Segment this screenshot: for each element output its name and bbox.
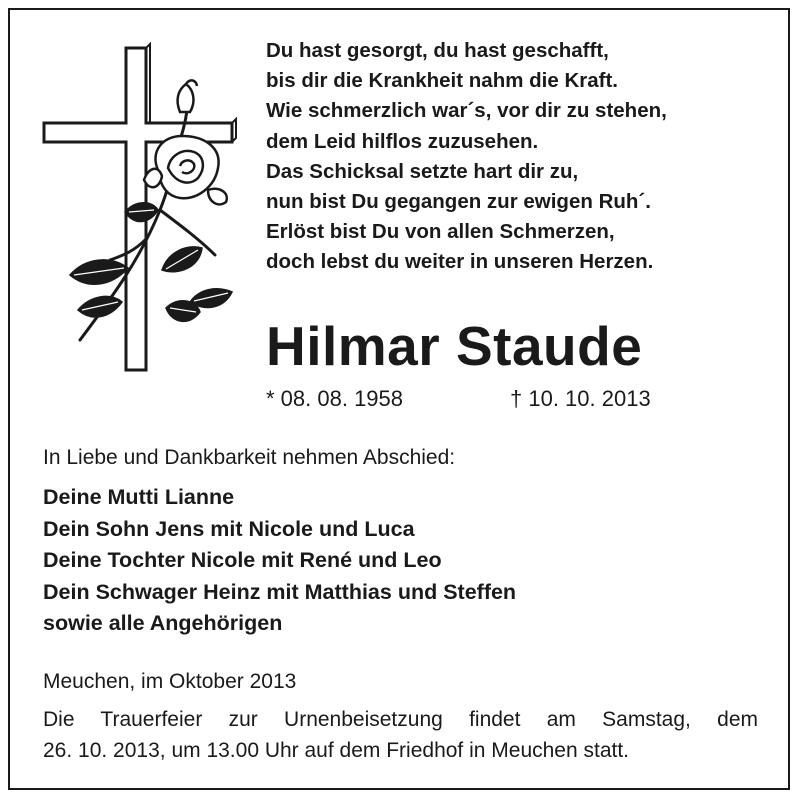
funeral-notice-line: Die Trauerfeier zur Urnenbeisetzung findet am Samstag, dem <box>43 708 758 731</box>
mourner-line: Dein Schwager Heinz mit Matthias und Steffen <box>43 579 517 604</box>
poem-line: Wie schmerzlich war´s, vor dir zu stehen, <box>266 99 667 123</box>
death-date: † 10. 10. 2013 <box>510 386 651 411</box>
poem-line: dem Leid hilflos zuzusehen. <box>266 129 539 153</box>
birth-date: * 08. 08. 1958 <box>266 386 404 411</box>
mourner-line: sowie alle Angehörigen <box>43 611 283 635</box>
funeral-notice-line: 26. 10. 2013, um 13.00 Uhr auf dem Friedhof in Meuchen statt. <box>43 738 630 762</box>
mourner-line: Dein Sohn Jens mit Nicole und Luca <box>43 516 415 541</box>
place-date: Meuchen, im Oktober 2013 <box>43 670 297 693</box>
poem-line: doch lebst du weiter in unseren Herzen. <box>266 250 654 274</box>
poem-line: Du hast gesorgt, du hast geschafft, <box>266 39 609 62</box>
poem-line: bis dir die Krankheit nahm die Kraft. <box>266 69 618 93</box>
mourners-list <box>43 482 516 640</box>
memorial-poem <box>266 36 766 278</box>
poem-line: Das Schicksal setzte hart dir zu, <box>266 159 579 183</box>
deceased-name: Hilmar Staude <box>266 315 643 377</box>
funeral-notice <box>43 705 758 766</box>
poem-line: Erlöst bist Du von allen Schmerzen, <box>266 220 615 244</box>
mourner-line: Deine Mutti Lianne <box>43 485 235 509</box>
mourner-line: Deine Tochter Nicole mit René und Leo <box>43 548 442 572</box>
cross-with-rose-icon <box>40 40 250 375</box>
poem-line: nun bist Du gegangen zur ewigen Ruh´. <box>266 190 651 214</box>
farewell-intro: In Liebe und Dankbarkeit nehmen Abschied: <box>43 446 456 469</box>
